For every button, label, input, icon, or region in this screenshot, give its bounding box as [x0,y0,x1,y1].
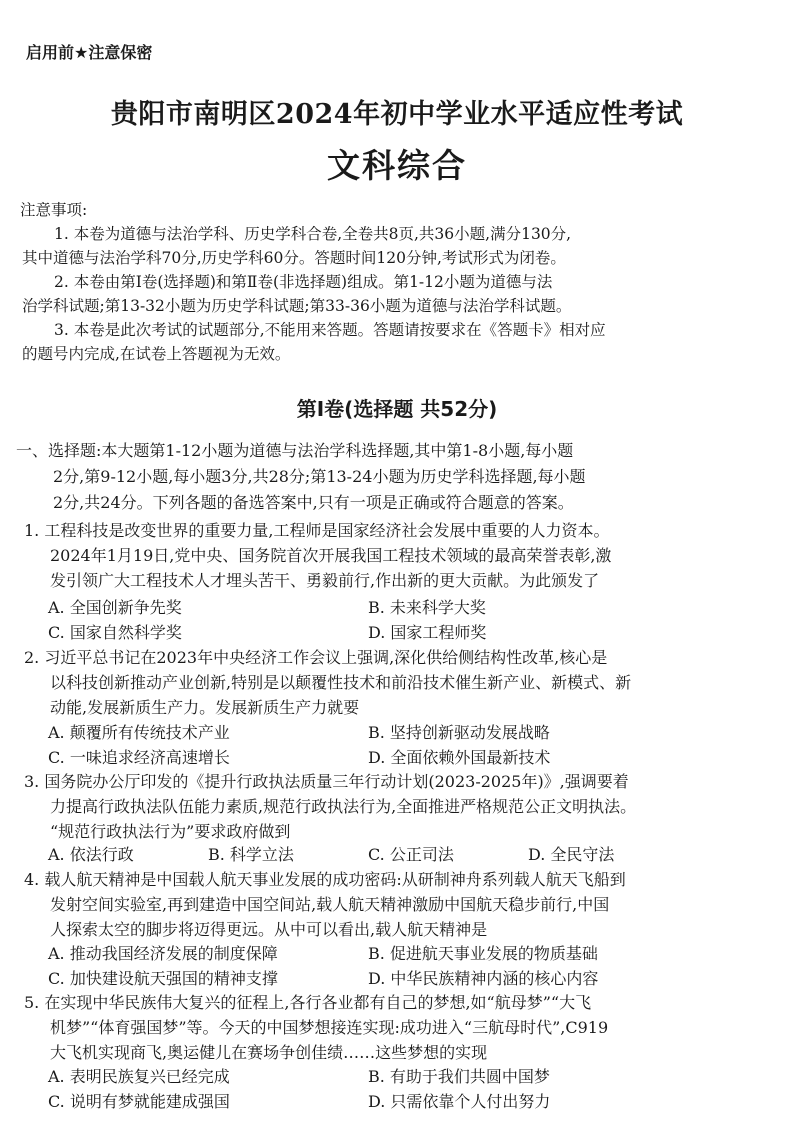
question-stem-line: 人探索太空的脚步将迈得更远。从中可以看出,载人航天精神是 [50,920,488,939]
note-line: 的题号内完成,在试卷上答题视为无效。 [22,345,291,363]
option-a[interactable]: A. 全国创新争先奖 [48,598,182,617]
note-line: 治学科试题;第13-32小题为历史学科试题;第33-36小题为道德与法治学科试题。 [22,297,572,315]
option-b[interactable]: B. 坚持创新驱动发展战略 [368,723,550,742]
option-c[interactable]: C. 加快建设航天强国的精神支撑 [48,969,278,988]
question-stem-line: 4. 载人航天精神是中国载人航天事业发展的成功密码:从研制神舟系列载人航天飞船到 [24,870,626,889]
instruction-line: 2分,第9-12小题,每小题3分,共28分;第13-24小题为历史学科选择题,每小题 [53,467,586,486]
question-stem-line: 2. 习近平总书记在2023年中央经济工作会议上强调,深化供给侧结构性改革,核心是 [24,648,608,667]
exam-title: 贵阳市南明区2024年初中学业水平适应性考试 [110,99,684,130]
choice-instructions [16,438,776,516]
question-stem-line: 1. 工程科技是改变世界的重要力量,工程师是国家经济社会发展中重要的人力资本。 [24,521,610,540]
instruction-line: 2分,共24分。下列各题的备选答案中,只有一项是正确或符合题意的答案。 [53,493,574,512]
question-2 [24,645,776,720]
section-title: 第Ⅰ卷(选择题 共52分) [296,397,498,421]
question-stem-line: 机梦”“体育强国梦”等。今天的中国梦想接连实现:成功进入“三航母时代”,C919 [50,1018,609,1037]
option-c[interactable]: C. 国家自然科学奖 [48,623,182,642]
question-4-options [48,941,768,991]
note-line: 2. 本卷由第Ⅰ卷(选择题)和第Ⅱ卷(非选择题)组成。第1-12小题为道德与法 [54,273,553,291]
option-c[interactable]: C. 说明有梦就能建成强国 [48,1092,230,1111]
question-1 [24,518,776,593]
option-b[interactable]: B. 有助于我们共圆中国梦 [368,1067,550,1086]
option-d[interactable]: D. 全民守法 [528,845,615,864]
question-1-options [48,595,768,645]
subject-title: 文科综合 [327,146,467,185]
question-3-options [48,842,768,867]
question-stem-line: 5. 在实现中华民族伟大复兴的征程上,各行各业都有自己的梦想,如“航母梦”“大飞 [24,993,592,1012]
note-item-2 [22,270,774,318]
note-line: 3. 本卷是此次考试的试题部分,不能用来答题。答题请按要求在《答题卡》相对应 [54,321,606,339]
option-d[interactable]: D. 国家工程师奖 [368,623,487,642]
option-b[interactable]: B. 促进航天事业发展的物质基础 [368,944,598,963]
note-item-3 [22,318,774,366]
option-d[interactable]: D. 全面依赖外国最新技术 [368,748,551,767]
option-b[interactable]: B. 未来科学大奖 [368,598,486,617]
question-stem-line: 大飞机实现商飞,奥运健儿在赛场争创佳绩……这些梦想的实现 [50,1043,488,1062]
note-line: 其中道德与法治学科70分,历史学科60分。答题时间120分钟,考试形式为闭卷。 [22,249,566,267]
option-b[interactable]: B. 科学立法 [208,845,294,864]
question-stem-line: 2024年1月19日,党中央、国务院首次开展我国工程技术领域的最高荣誉表彰,激 [50,546,612,565]
option-c[interactable]: C. 一味追求经济高速增长 [48,748,230,767]
question-5 [24,990,776,1065]
note-item-1 [22,222,774,270]
notes-heading: 注意事项: [20,201,88,219]
confidential-notice: 启用前★注意保密 [26,43,153,62]
question-stem-line: 3. 国务院办公厅印发的《提升行政执法质量三年行动计划(2023-2025年)》,强调要着 [24,772,629,791]
question-stem-line: 以科技创新推动产业创新,特别是以颠覆性技术和前沿技术催生新产业、新模式、新 [50,673,632,692]
question-3 [24,769,776,844]
option-d[interactable]: D. 只需依靠个人付出努力 [368,1092,551,1111]
instruction-line: 一、选择题:本大题第1-12小题为道德与法治学科选择题,其中第1-8小题,每小题 [16,441,574,460]
question-4 [24,867,776,942]
option-a[interactable]: A. 颠覆所有传统技术产业 [48,723,230,742]
question-stem-line: “规范行政执法行为”要求政府做到 [50,822,291,841]
question-stem-line: 发引领广大工程技术人才埋头苦干、勇毅前行,作出新的更大贡献。为此颁发了 [50,571,600,590]
question-5-options [48,1064,768,1114]
question-stem-line: 发射空间实验室,再到建造中国空间站,载人航天精神激励中国航天稳步前行,中国 [50,895,610,914]
option-c[interactable]: C. 公正司法 [368,845,454,864]
option-d[interactable]: D. 中华民族精神内涵的核心内容 [368,969,599,988]
option-a[interactable]: A. 表明民族复兴已经完成 [48,1067,230,1086]
question-stem-line: 力提高行政执法队伍能力素质,规范行政执法行为,全面推进严格规范公正文明执法。 [50,797,637,816]
question-2-options [48,720,768,770]
option-a[interactable]: A. 依法行政 [48,845,134,864]
question-stem-line: 动能,发展新质生产力。发展新质生产力就要 [50,698,360,717]
note-line: 1. 本卷为道德与法治学科、历史学科合卷,全卷共8页,共36小题,满分130分, [54,225,572,243]
option-a[interactable]: A. 推动我国经济发展的制度保障 [48,944,278,963]
